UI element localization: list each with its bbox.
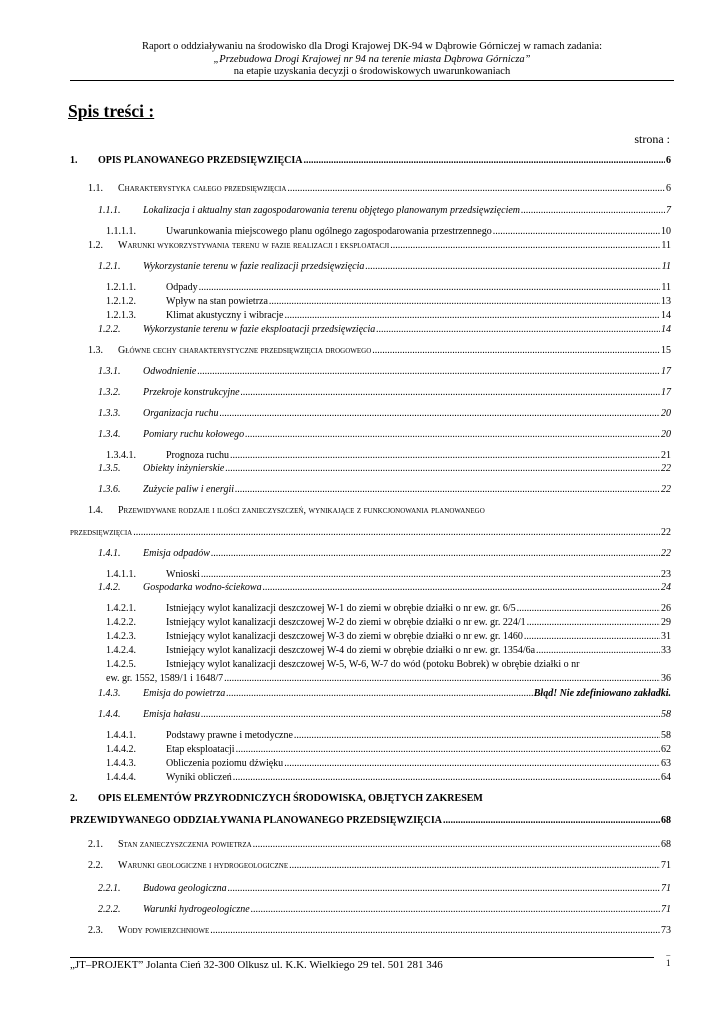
toc-entry-title: Emisja odpadów: [143, 548, 210, 559]
toc-leader-dots: [233, 772, 660, 783]
toc-entry-title: OPIS ELEMENTÓW PRZYRODNICZYCH ŚRODOWISKA, OBJĘTYCH ZAKRESEM: [98, 793, 483, 804]
toc-entry[interactable]: [166, 450, 671, 461]
toc-leader-dots: [226, 688, 533, 699]
toc-entry[interactable]: [143, 408, 671, 419]
toc-leader-dots: [294, 730, 660, 741]
toc-leader-dots: [201, 709, 660, 720]
toc-entry[interactable]: [166, 758, 671, 769]
toc-entry[interactable]: [166, 730, 671, 741]
toc-entry-page: 22: [661, 527, 671, 538]
toc-entry-title: Prognoza ruchu: [166, 450, 230, 461]
toc-entry[interactable]: [118, 345, 671, 356]
toc-leader-dots: [289, 860, 660, 871]
toc-entry[interactable]: [143, 582, 671, 593]
toc-entry-title: Wyniki obliczeń: [166, 772, 232, 783]
toc-entry-number: 1.4.: [88, 505, 103, 516]
footer-divider: [70, 957, 654, 958]
toc-entry-number: 1.4.2.2.: [106, 617, 136, 628]
toc-entry-title: Istniejący wylot kanalizacji deszczowej W-5, W-6, W-7 do wód (potoku Bobrek) w obrębie działki o nr: [166, 659, 580, 670]
toc-entry-title: Klimat akustyczny i wibracje: [166, 310, 284, 321]
toc-leader-dots: [225, 463, 660, 474]
toc-entry-page: 68: [661, 815, 671, 826]
toc-entry[interactable]: [143, 324, 671, 335]
toc-entry-page: 58: [661, 730, 671, 741]
toc-entry-page: 71: [661, 860, 671, 871]
toc-entry-page: 17: [661, 366, 671, 377]
toc-entry-title: Wykorzystanie terenu w fazie realizacji przedsięwzięcia: [143, 261, 365, 272]
toc-entry-title: Stan zanieczyszczenia powietrza: [118, 839, 252, 850]
toc-entry-page: 33: [661, 645, 671, 656]
toc-entry-number: 1.2.1.3.: [106, 310, 136, 321]
toc-entry-title: Pomiary ruchu kołowego: [143, 429, 245, 440]
toc-entry[interactable]: [118, 925, 671, 936]
toc-entry[interactable]: [70, 527, 671, 538]
toc-entry[interactable]: [118, 839, 671, 850]
toc-entry-title: Etap eksploatacji: [166, 744, 235, 755]
toc-entry-number: 1.1.1.: [98, 205, 121, 216]
toc-entry-number: 1.4.2.3.: [106, 631, 136, 642]
toc-entry-number: 2.2.: [88, 860, 103, 871]
toc-entry-title: Uwarunkowania miejscowego planu ogólnego zagospodarowania przestrzennego: [166, 226, 492, 237]
toc-entry-number: 1.3.: [88, 345, 103, 356]
toc-leader-dots: [493, 226, 660, 237]
toc-entry-page: Błąd! Nie zdefiniowano zakładki.: [533, 688, 671, 699]
toc-entry-title: Istniejący wylot kanalizacji deszczowej W-1 do ziemi w obrębie działki o nr ew. gr. 6/5: [166, 603, 516, 614]
toc-entry[interactable]: [143, 366, 671, 377]
toc-leader-dots: [251, 904, 660, 915]
toc-entry-number: 1.4.4.4.: [106, 772, 136, 783]
header-divider: [70, 80, 674, 81]
toc-entry-number: 1.: [70, 155, 78, 166]
toc-entry[interactable]: [143, 205, 671, 216]
toc-entry[interactable]: [143, 429, 671, 440]
toc-entry-page: 64: [661, 772, 671, 783]
toc-entry-number: 1.3.4.: [98, 429, 121, 440]
toc-entry[interactable]: [166, 226, 671, 237]
toc-entry-title: OPIS PLANOWANEGO PRZEDSIĘWZIĘCIA: [98, 155, 303, 166]
toc-entry-number: 1.4.4.2.: [106, 744, 136, 755]
toc-entry-page: 13: [661, 296, 671, 307]
toc-entry-page: 10: [661, 226, 671, 237]
toc-leader-dots: [230, 450, 660, 461]
toc-leader-dots: [536, 645, 660, 656]
toc-entry-title: Istniejący wylot kanalizacji deszczowej W-3 do ziemi w obrębie działki o nr ew. gr. 1460: [166, 631, 523, 642]
toc-entry-number: 1.3.1.: [98, 366, 121, 377]
toc-leader-dots: [245, 429, 660, 440]
toc-entry-number: 1.1.: [88, 183, 103, 194]
toc-entry-title: Lokalizacja i aktualny stan zagospodarowania terenu objętego planowanym przedsięwzięciem: [143, 205, 521, 216]
toc-entry-page: 73: [661, 925, 671, 936]
toc-entry[interactable]: [143, 387, 671, 398]
toc-entry-page: 6: [666, 155, 671, 166]
toc-leader-dots: [201, 569, 660, 580]
toc-entry-page: 31: [661, 631, 671, 642]
toc-entry-title: Charakterystyka całego przedsięwzięcia: [118, 183, 287, 194]
toc-entry-page: 14: [661, 310, 671, 321]
toc-entry[interactable]: [166, 772, 671, 783]
toc-leader-dots: [235, 484, 660, 495]
toc-entry[interactable]: [143, 548, 671, 559]
toc-entry-title: Warunki geologiczne i hydrogeologiczne: [118, 860, 289, 871]
toc-entry-page: 24: [661, 582, 671, 593]
toc-entry-title: Wpływ na stan powietrza: [166, 296, 268, 307]
toc-entry-number: 1.4.4.1.: [106, 730, 136, 741]
toc-entry-page: 17: [661, 387, 671, 398]
toc-entry-title: Organizacja ruchu: [143, 408, 219, 419]
toc-entry[interactable]: [166, 296, 671, 307]
toc-entry-number: 1.4.4.: [98, 709, 121, 720]
toc-entry[interactable]: [166, 744, 671, 755]
toc-entry[interactable]: [166, 631, 671, 642]
toc-entry-number: 2.2.1.: [98, 883, 121, 894]
toc-leader-dots: [263, 582, 660, 593]
toc-entry[interactable]: [166, 310, 671, 321]
toc-entry[interactable]: [166, 282, 671, 293]
toc-entry-title: Istniejący wylot kanalizacji deszczowej W-4 do ziemi w obrębie działki o nr ew. gr. 1354/6a: [166, 645, 536, 656]
page-title: Spis treści :: [68, 101, 155, 121]
toc-entry-page: 58: [661, 709, 671, 720]
toc-leader-dots: [372, 345, 660, 356]
toc-entry-number: 1.1.1.1.: [106, 226, 136, 237]
toc-entry-title: Przewidywane rodzaje i ilości zanieczyszczeń, wynikające z funkcjonowania planowanego: [118, 505, 485, 516]
toc-entry-title: Emisja do powietrza: [143, 688, 226, 699]
toc-entry-title: przedsięwzięcia: [70, 527, 133, 538]
toc-entry-number: 1.2.: [88, 240, 103, 251]
toc-entry-page: 71: [661, 904, 671, 915]
toc-entry[interactable]: [143, 709, 671, 720]
toc-leader-dots: [253, 839, 660, 850]
toc-entry[interactable]: [166, 603, 671, 614]
toc-leader-dots: [224, 673, 660, 684]
toc-leader-dots: [527, 617, 660, 628]
header-line-3: na etapie uzyskania decyzji o środowiskowych uwarunkowaniach: [233, 66, 511, 77]
toc-entry-title: Wody powierzchniowe: [118, 925, 210, 936]
toc-entry-page: 68: [661, 839, 671, 850]
toc-entry[interactable]: [166, 645, 671, 656]
toc-entry-number: 2.: [70, 793, 78, 804]
toc-entry-title: Wnioski: [166, 569, 200, 580]
toc-entry-page: 29: [661, 617, 671, 628]
toc-entry[interactable]: [166, 569, 671, 580]
toc-entry-number: 1.4.1.: [98, 548, 121, 559]
toc-entry-page: 22: [661, 463, 671, 474]
toc-entry-page: 26: [661, 603, 671, 614]
toc-entry-title: Obiekty inżynierskie: [143, 463, 225, 474]
toc-leader-dots: [199, 282, 661, 293]
toc-entry[interactable]: [118, 505, 671, 516]
toc-entry-page: 6: [666, 183, 671, 194]
page-number: – 1: [666, 950, 671, 968]
toc-leader-dots: [197, 366, 660, 377]
toc-entry[interactable]: [118, 240, 671, 251]
toc-leader-dots: [517, 603, 660, 614]
toc-leader-dots: [219, 408, 660, 419]
toc-entry-number: 2.1.: [88, 839, 103, 850]
toc-entry[interactable]: [143, 688, 671, 699]
toc-entry-number: 1.4.2.5.: [106, 659, 136, 670]
toc-entry-title: Warunki hydrogeologiczne: [143, 904, 250, 915]
toc-entry[interactable]: [143, 904, 671, 915]
toc-entry-title: Odpady: [166, 282, 198, 293]
toc-entry[interactable]: [70, 815, 671, 826]
toc-entry-page: 11: [661, 261, 671, 272]
toc-entry-number: 1.3.5.: [98, 463, 121, 474]
toc-entry-number: 1.3.3.: [98, 408, 121, 419]
toc-entry[interactable]: [166, 617, 671, 628]
toc-entry-title: Zużycie paliw i energii: [143, 484, 235, 495]
toc-entry-number: 1.4.2.: [98, 582, 121, 593]
toc-entry-page: 63: [661, 758, 671, 769]
toc-leader-dots: [236, 744, 660, 755]
toc-entry-number: 1.4.1.1.: [106, 569, 136, 580]
toc-leader-dots: [210, 925, 660, 936]
toc-entry-number: 2.3.: [88, 925, 103, 936]
toc-entry[interactable]: [98, 155, 671, 166]
toc-entry-title: Gospodarka wodno-ściekowa: [143, 582, 262, 593]
toc-entry[interactable]: [118, 183, 671, 194]
page-column-label: strona :: [634, 132, 670, 146]
toc-entry-title: Warunki wykorzystywania terenu w fazie realizacji i eksploatacji: [118, 240, 390, 251]
toc-entry[interactable]: [143, 883, 671, 894]
toc-leader-dots: [228, 883, 660, 894]
toc-entry-title: Istniejący wylot kanalizacji deszczowej W-2 do ziemi w obrębie działki o nr ew. gr. 224/1: [166, 617, 526, 628]
toc-entry[interactable]: [143, 261, 671, 272]
toc-leader-dots: [376, 324, 660, 335]
toc-entry-title: PRZEWIDYWANEGO ODDZIAŁYWANIA PLANOWANEGO PRZEDSIĘWZIĘCIA: [70, 815, 443, 826]
toc-entry-page: 23: [661, 569, 671, 580]
toc-leader-dots: [284, 310, 660, 321]
toc-entry-number: 1.2.2.: [98, 324, 121, 335]
toc-leader-dots: [133, 527, 660, 538]
toc-entry-page: 21: [661, 450, 671, 461]
toc-leader-dots: [365, 261, 660, 272]
toc-entry-page: 14: [661, 324, 671, 335]
toc-entry-page: 7: [666, 205, 671, 216]
toc-entry-number: 1.4.4.3.: [106, 758, 136, 769]
toc-entry-number: 1.2.1.1.: [106, 282, 136, 293]
toc-entry-number: 1.4.2.4.: [106, 645, 136, 656]
toc-leader-dots: [303, 155, 665, 166]
toc-leader-dots: [211, 548, 660, 559]
footer-text: „JT–PROJEKT” Jolanta Cień 32-300 Olkusz ul. K.K. Wielkiego 29 tel. 501 281 346: [70, 959, 443, 971]
toc-entry-title: Przekroje konstrukcyjne: [143, 387, 240, 398]
toc-entry-page: 15: [661, 345, 671, 356]
toc-entry-page: 20: [661, 408, 671, 419]
toc-entry-title: Budowa geologiczna: [143, 883, 227, 894]
toc-entry[interactable]: [118, 860, 671, 871]
toc-entry-number: 1.2.1.: [98, 261, 121, 272]
toc-entry-page: 11: [661, 282, 671, 293]
toc-leader-dots: [241, 387, 660, 398]
toc-entry[interactable]: [143, 463, 671, 474]
toc-entry-page: 22: [661, 484, 671, 495]
toc-entry[interactable]: [106, 673, 671, 684]
toc-entry-title: Wykorzystanie terenu w fazie eksploatacji przedsięwzięcia: [143, 324, 376, 335]
toc-leader-dots: [390, 240, 660, 251]
toc-leader-dots: [287, 183, 665, 194]
toc-entry-page: 62: [661, 744, 671, 755]
toc-entry-number: 1.3.4.1.: [106, 450, 136, 461]
header-line-2: „Przebudowa Drogi Krajowej nr 94 na terenie miasta Dąbrowa Górnicza”: [213, 53, 531, 65]
toc-entry[interactable]: [143, 484, 671, 495]
toc-entry-title: Odwodnienie: [143, 366, 197, 377]
toc-entry-title: ew. gr. 1552, 1589/1 i 1648/7: [106, 673, 224, 684]
toc-entry-title: Główne cechy charakterystyczne przedsięwzięcia drogowego: [118, 345, 372, 356]
toc-entry-number: 1.2.1.2.: [106, 296, 136, 307]
toc-entry-page: 11: [661, 240, 671, 251]
toc-entry[interactable]: [98, 793, 671, 804]
toc-entry[interactable]: [166, 659, 671, 670]
toc-leader-dots: [443, 815, 660, 826]
toc-leader-dots: [284, 758, 660, 769]
toc-entry-title: Podstawy prawne i metodyczne: [166, 730, 293, 741]
document-header: [70, 41, 674, 79]
toc-leader-dots: [269, 296, 660, 307]
toc-entry-number: 1.3.6.: [98, 484, 121, 495]
toc-entry-page: 36: [661, 673, 671, 684]
header-line-1: Raport o oddziaływaniu na środowisko dla Drogi Krajowej DK-94 w Dąbrowie Górniczej w ramach zadania:: [141, 41, 603, 52]
toc-entry-title: Obliczenia poziomu dźwięku: [166, 758, 284, 769]
toc-leader-dots: [521, 205, 665, 216]
toc-entry-number: 1.4.2.1.: [106, 603, 136, 614]
toc-entry-number: 1.4.3.: [98, 688, 121, 699]
toc-entry-page: 22: [661, 548, 671, 559]
toc-entry-number: 2.2.2.: [98, 904, 121, 915]
toc-entry-title: Emisja hałasu: [143, 709, 200, 720]
toc-leader-dots: [524, 631, 660, 642]
toc-entry-number: 1.3.2.: [98, 387, 121, 398]
toc-entry-page: 71: [661, 883, 671, 894]
toc-entry-page: 20: [661, 429, 671, 440]
